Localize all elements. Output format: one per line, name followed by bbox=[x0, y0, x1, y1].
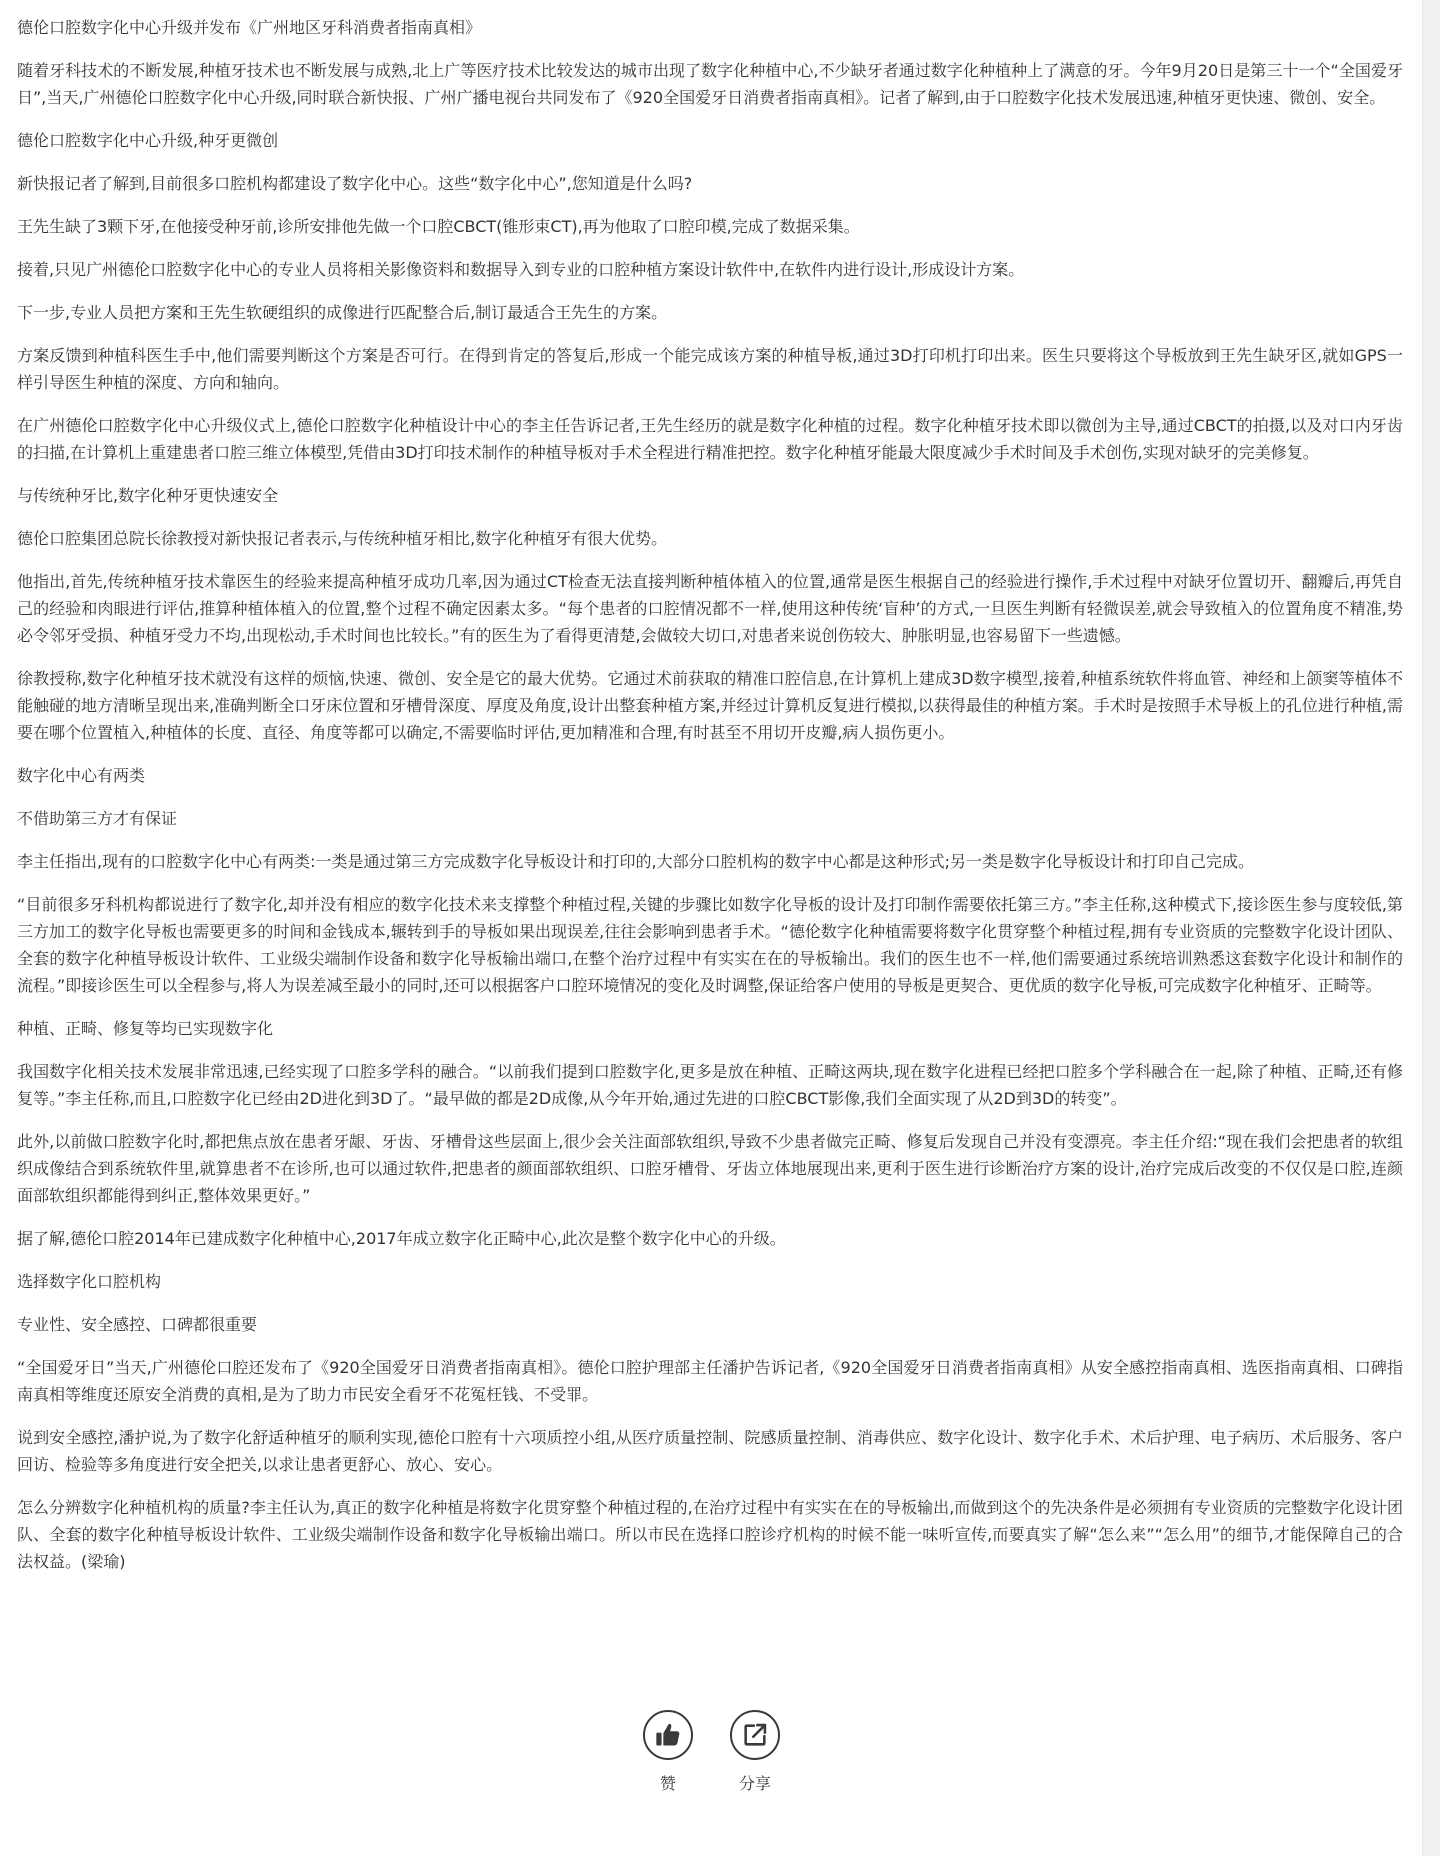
article-paragraph: 李主任指出,现有的口腔数字化中心有两类:一类是通过第三方完成数字化导板设计和打印的,大部分口腔机构的数字中心都是这种形式;另一类是数字化导板设计和打印自己完成。 bbox=[17, 852, 1254, 871]
article-paragraph: 他指出,首先,传统种植牙技术靠医生的经验来提高种植牙成功几率,因为通过CT检查无法直接判断种植体植入的位置,通常是医生根据自己的经验进行操作,手术过程中对缺牙位置切开、翻瓣后,再凭自己的经验和肉眼进行评估,推算种植体植入的位置,整个过程不确定因素太多。“每个患者的口腔情况都不一样,使用这种传统‘盲种’的方式,一旦医生判断有轻微误差,就会导致植入的位置角度不精准,势必令邻牙受损、种植牙受力不均,出现松动,手术时间也比较长。”有的医生为了看得更清楚,会做较大切口,对患者来说创伤较大、肿胀明显,也容易留下一些遗憾。 bbox=[17, 572, 1403, 645]
share-button[interactable] bbox=[727, 1710, 783, 1794]
article-paragraph: 德伦口腔集团总院长徐教授对新快报记者表示,与传统种植牙相比,数字化种植牙有很大优势。 bbox=[17, 529, 668, 548]
section-heading: 种植、正畸、修复等均已实现数字化 bbox=[17, 1019, 274, 1038]
article-body bbox=[17, 14, 1403, 1591]
article-paragraph: 方案反馈到种植科医生手中,他们需要判断这个方案是否可行。在得到肯定的答复后,形成一个能完成该方案的种植导板,通过3D打印机打印出来。医生只要将这个导板放到王先生缺牙区,就如GPS一样引导医生种植的深度、方向和轴向。 bbox=[17, 346, 1403, 392]
section-subheading: 专业性、安全感控、口碑都很重要 bbox=[17, 1315, 258, 1334]
section-heading: 与传统种牙比,数字化种牙更快速安全 bbox=[17, 486, 279, 505]
article-paragraph: 新快报记者了解到,目前很多口腔机构都建设了数字化中心。这些“数字化中心”,您知道是什么吗? bbox=[17, 174, 693, 193]
article-paragraph: 徐教授称,数字化种植牙技术就没有这样的烦恼,快速、微创、安全是它的最大优势。它通过术前获取的精准口腔信息,在计算机上建成3D数字模型,接着,种植系统软件将血管、神经和上颌窦等植体不能触碰的地方清晰呈现出来,准确判断全口牙床位置和牙槽骨深度、厚度及角度,设计出整套种植方案,并经过计算机反复进行模拟,以获得最佳的种植方案。手术时是按照手术导板上的孔位进行种植,需要在哪个位置植入,种植体的长度、直径、角度等都可以确定,不需要临时评估,更加精准和合理,有时甚至不用切开皮瓣,病人损伤更小。 bbox=[17, 669, 1403, 742]
article-paragraph: 此外,以前做口腔数字化时,都把焦点放在患者牙龈、牙齿、牙槽骨这些层面上,很少会关注面部软组织,导致不少患者做完正畸、修复后发现自己并没有变漂亮。李主任介绍:“现在我们会把患者的软组织成像结合到系统软件里,就算患者不在诊所,也可以通过软件,把患者的颜面部软组织、口腔牙槽骨、牙齿立体地展现出来,更利于医生进行诊断治疗方案的设计,治疗完成后改变的不仅仅是口腔,连颜面部软组织都能得到纠正,整体效果更好。” bbox=[17, 1132, 1403, 1205]
vertical-scrollbar[interactable] bbox=[1422, 0, 1440, 1856]
share-circle[interactable] bbox=[730, 1710, 780, 1760]
section-heading: 数字化中心有两类 bbox=[17, 766, 146, 785]
article-paragraph: 我国数字化相关技术发展非常迅速,已经实现了口腔多学科的融合。“以前我们提到口腔数字化,更多是放在种植、正畸这两块,现在数字化进程已经把口腔多个学科融合在一起,除了种植、正畸,还有修复等。”李主任称,而且,口腔数字化已经由2D进化到3D了。“最早做的都是2D成像,从今年开始,通过先进的口腔CBCT影像,我们全面实现了从2D到3D的转变”。 bbox=[17, 1062, 1403, 1108]
like-button[interactable] bbox=[640, 1710, 696, 1794]
section-heading: 选择数字化口腔机构 bbox=[17, 1272, 162, 1291]
article-paragraph: 随着牙科技术的不断发展,种植牙技术也不断发展与成熟,北上广等医疗技术比较发达的城市出现了数字化种植中心,不少缺牙者通过数字化种植种上了满意的牙。今年9月20日是第三十一个“全国爱牙日”,当天,广州德伦口腔数字化中心升级,同时联合新快报、广州广播电视台共同发布了《920全国爱牙日消费者指南真相》。记者了解到,由于口腔数字化技术发展迅速,种植牙更快速、微创、安全。 bbox=[17, 61, 1403, 107]
article-paragraph: 下一步,专业人员把方案和王先生软硬组织的成像进行匹配整合后,制订最适合王先生的方案。 bbox=[17, 303, 668, 322]
share-icon bbox=[741, 1721, 769, 1749]
like-circle[interactable] bbox=[643, 1710, 693, 1760]
thumbs-up-icon bbox=[654, 1721, 682, 1749]
article-paragraph: 在广州德伦口腔数字化中心升级仪式上,德伦口腔数字化种植设计中心的李主任告诉记者,王先生经历的就是数字化种植的过程。数字化种植牙技术即以微创为主导,通过CBCT的拍摄,以及对口内牙齿的扫描,在计算机上重建患者口腔三维立体模型,凭借由3D打印技术制作的种植导板对手术全程进行精准把控。数字化种植牙能最大限度减少手术时间及手术创伤,实现对缺牙的完美修复。 bbox=[17, 416, 1403, 462]
like-label: 赞 bbox=[659, 1774, 676, 1793]
article-paragraph: 说到安全感控,潘护说,为了数字化舒适种植牙的顺利实现,德伦口腔有十六项质控小组,从医疗质量控制、院感质量控制、消毒供应、数字化设计、数字化手术、术后护理、电子病历、术后服务、客户回访、检验等多角度进行安全把关,以求让患者更舒心、放心、安心。 bbox=[17, 1428, 1403, 1474]
article-paragraph: 据了解,德伦口腔2014年已建成数字化种植中心,2017年成立数字化正畸中心,此次是整个数字化中心的升级。 bbox=[17, 1229, 786, 1248]
article-paragraph: 怎么分辨数字化种植机构的质量?李主任认为,真正的数字化种植是将数字化贯穿整个种植过程的,在治疗过程中有实实在在的导板输出,而做到这个的先决条件是必须拥有专业资质的完整数字化设计团队、全套的数字化种植导板设计软件、工业级尖端制作设备和数字化导板输出端口。所以市民在选择口腔诊疗机构的时候不能一味听宣传,而要真实了解“怎么来”“怎么用”的细节,才能保障自己的合法权益。(梁瑜) bbox=[17, 1498, 1403, 1571]
article-paragraph: 王先生缺了3颗下牙,在他接受种牙前,诊所安排他先做一个口腔CBCT(锥形束CT),再为他取了口腔印模,完成了数据采集。 bbox=[17, 217, 860, 236]
article-paragraph: “全国爱牙日”当天,广州德伦口腔还发布了《920全国爱牙日消费者指南真相》。德伦口腔护理部主任潘护告诉记者,《920全国爱牙日消费者指南真相》从安全感控指南真相、选医指南真相、口碑指南真相等维度还原安全消费的真相,是为了助力市民安全看牙不花冤枉钱、不受罪。 bbox=[17, 1358, 1403, 1404]
article-actions bbox=[640, 1710, 800, 1810]
article-paragraph: 接着,只见广州德伦口腔数字化中心的专业人员将相关影像资料和数据导入到专业的口腔种植方案设计软件中,在软件内进行设计,形成设计方案。 bbox=[17, 260, 1025, 279]
article-paragraph: “目前很多牙科机构都说进行了数字化,却并没有相应的数字化技术来支撑整个种植过程,关键的步骤比如数字化导板的设计及打印制作需要依托第三方。”李主任称,这种模式下,接诊医生参与度较低,第三方加工的数字化导板也需要更多的时间和金钱成本,辗转到手的导板如果出现误差,往往会影响到患者手术。“德伦数字化种植需要将数字化贯穿整个种植过程,拥有专业资质的完整数字化设计团队、全套的数字化种植导板设计软件、工业级尖端制作设备和数字化导板输出端口,在整个治疗过程中有实实在在的导板输出。我们的医生也不一样,他们需要通过系统培训熟悉这套数字化设计和制作的流程。”即接诊医生可以全程参与,将人为误差减至最小的同时,还可以根据客户口腔环境情况的变化及时调整,保证给客户使用的导板是更契合、更优质的数字化导板,可完成数字化种植牙、正畸等。 bbox=[17, 895, 1403, 995]
article-title: 德伦口腔数字化中心升级并发布《广州地区牙科消费者指南真相》 bbox=[17, 18, 482, 37]
section-heading: 德伦口腔数字化中心升级,种牙更微创 bbox=[17, 131, 279, 150]
share-label: 分享 bbox=[738, 1774, 771, 1793]
section-subheading: 不借助第三方才有保证 bbox=[17, 809, 178, 828]
